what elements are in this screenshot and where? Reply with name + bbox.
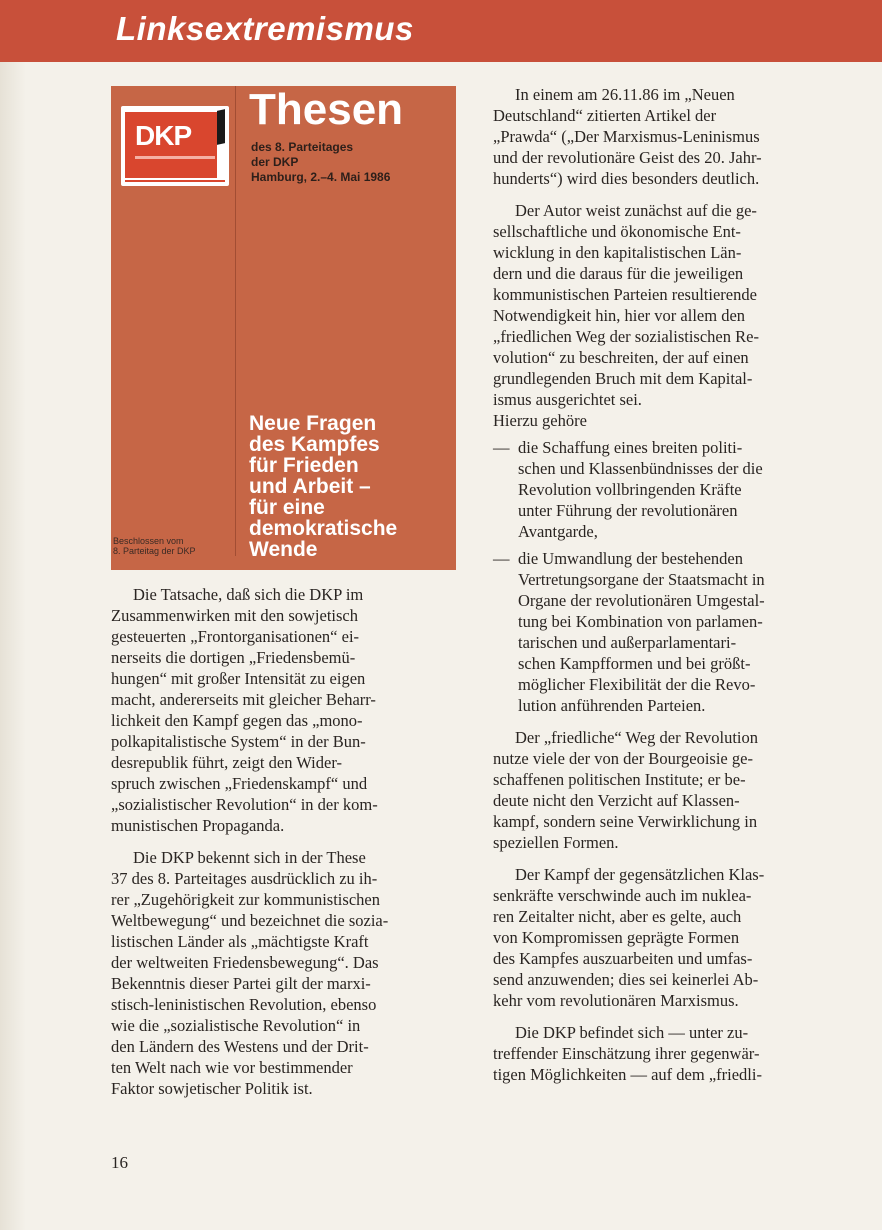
dash-list: [493, 437, 838, 716]
text-line: In einem am 26.11.86 im „Neuen: [515, 85, 735, 104]
cover-headline-line: Neue Fragen: [249, 412, 377, 435]
text-line: rer „Zugehörigkeit zur kommunistischen: [111, 890, 380, 909]
cover-headline: [249, 413, 454, 560]
list-item: [493, 437, 838, 542]
text-line: Die DKP befindet sich — unter zu-: [515, 1023, 749, 1042]
text-line: nerseits die dortigen „Friedensbemü-: [111, 648, 356, 667]
text-line: munistischen Propaganda.: [111, 816, 285, 835]
text-line: kampf, sondern seine Verwirklichung in: [493, 812, 758, 831]
text-line: „sozialistischer Revolution“ in der kom-: [111, 795, 378, 814]
text-line: hunderts“) wird dies besonders deutlich.: [493, 169, 760, 188]
text-line: Die Tatsache, daß sich die DKP im: [133, 585, 364, 604]
lead-in: [493, 410, 838, 431]
text-line: lichkeit den Kampf gegen das „mono-: [111, 711, 363, 730]
paragraph: [493, 1022, 838, 1085]
text-line: Die DKP bekennt sich in der These: [133, 848, 366, 867]
cover-resolution-note: [113, 536, 235, 556]
text-line: Weltbewegung“ und bezeichnet die sozia-: [111, 911, 389, 930]
dkp-logo: [121, 106, 229, 186]
text-line: macht, andererseits mit gleicher Beharr-: [111, 690, 376, 709]
page-gutter-shade: [0, 62, 26, 1230]
text-line: sellschaftliche und ökonomische Ent-: [493, 222, 741, 241]
text-line: volution“ zu beschreiten, der auf einen: [493, 348, 749, 367]
text-line: tigen Möglichkeiten — auf dem „friedli-: [493, 1065, 762, 1084]
paragraph: [493, 200, 838, 410]
text-line: Hierzu gehöre: [493, 411, 587, 430]
text-line: Vertretungsorgane der Staatsmacht in: [518, 570, 765, 589]
cover-headline-line: und Arbeit –: [249, 475, 371, 498]
text-line: dern und die daraus für die jeweiligen: [493, 264, 744, 283]
cover-note-line: Beschlossen vom: [113, 536, 184, 546]
text-line: polkapitalistische System“ in der Bun-: [111, 732, 366, 751]
cover-headline-line: Wende: [249, 538, 318, 561]
text-line: 37 des 8. Parteitages ausdrücklich zu ih-: [111, 869, 378, 888]
cover-subtitle: [251, 140, 451, 185]
text-line: hungen“ mit großer Intensität zu eigen: [111, 669, 366, 688]
text-line: wicklung in den kapitalistischen Län-: [493, 243, 742, 262]
right-text-column: [493, 84, 838, 1096]
text-line: des Kampfes auszuarbeiten und umfas-: [493, 949, 753, 968]
list-item: [493, 548, 838, 716]
cover-headline-line: für Frieden: [249, 454, 359, 477]
text-line: ismus ausgerichtet sei.: [493, 390, 642, 409]
logo-stripe: [125, 180, 225, 182]
text-line: lution anführenden Parteien.: [518, 696, 706, 715]
text-line: Der Kampf der gegensätzlichen Klas-: [515, 865, 765, 884]
text-line: unter Führung der revolutionären: [518, 501, 738, 520]
text-line: tung bei Kombination von parlamen-: [518, 612, 763, 631]
text-line: schen und Klassenbündnisses der die: [518, 459, 763, 478]
section-title: Linksextremismus: [116, 10, 414, 47]
brochure-cover-image: [111, 86, 456, 570]
text-line: Notwendigkeit hin, hier vor allem den: [493, 306, 746, 325]
text-line: „Prawda“ („Der Marxismus-Leninismus: [493, 127, 760, 146]
cover-subtitle-line: Hamburg, 2.–4. Mai 1986: [251, 170, 391, 184]
text-line: Faktor sowjetischer Politik ist.: [111, 1079, 313, 1098]
logo-subline: [135, 156, 215, 159]
text-line: senkräfte verschwinde auch im nuklea-: [493, 886, 752, 905]
text-line: Bekenntnis dieser Partei gilt der marxi-: [111, 974, 371, 993]
text-line: kehr vom revolutionären Marxismus.: [493, 991, 739, 1010]
text-line: — die Umwandlung der bestehenden: [518, 549, 743, 568]
cover-headline-line: des Kampfes: [249, 433, 380, 456]
text-line: speziellen Formen.: [493, 833, 619, 852]
text-line: send anzuwenden; dies sei keinerlei Ab-: [493, 970, 759, 989]
cover-divider: [235, 86, 236, 556]
text-line: ren Zeitalter nicht, aber es gelte, auch: [493, 907, 742, 926]
cover-subtitle-line: des 8. Parteitages: [251, 140, 354, 154]
header-band: [0, 0, 882, 62]
cover-headline-line: für eine: [249, 496, 325, 519]
left-text-column: [111, 584, 459, 1110]
text-line: kommunistischen Parteien resultierende: [493, 285, 757, 304]
paragraph: [493, 727, 838, 853]
text-line: stisch-leninistischen Revolution, ebenso: [111, 995, 377, 1014]
text-line: von Kompromissen geprägte Formen: [493, 928, 740, 947]
text-line: spruch zwischen „Friedenskampf“ und: [111, 774, 368, 793]
cover-headline-line: demokratische: [249, 517, 398, 540]
text-line: listischen Länder als „mächtigste Kraft: [111, 932, 369, 951]
paragraph: [493, 84, 838, 189]
text-line: Deutschland“ zitierten Artikel der: [493, 106, 717, 125]
paragraph: [493, 864, 838, 1011]
text-line: Organe der revolutionären Umgestal-: [518, 591, 765, 610]
text-line: Revolution vollbringenden Kräfte: [518, 480, 742, 499]
cover-subtitle-line: der DKP: [251, 155, 299, 169]
page-number: 16: [111, 1153, 128, 1172]
text-line: Zusammenwirken mit den sowjetisch: [111, 606, 358, 625]
text-line: tarischen und außerparlamentari-: [518, 633, 737, 652]
text-line: und der revolutionäre Geist des 20. Jahr-: [493, 148, 762, 167]
text-line: grundlegenden Bruch mit dem Kapital-: [493, 369, 753, 388]
logo-text: DKP: [135, 120, 192, 151]
text-line: „friedlichen Weg der sozialistischen Re-: [493, 327, 759, 346]
text-line: — die Schaffung eines breiten politi-: [518, 438, 743, 457]
text-line: Der Autor weist zunächst auf die ge-: [515, 201, 757, 220]
logo-red-field: [125, 112, 217, 178]
text-line: deute nicht den Verzicht auf Klassen-: [493, 791, 740, 810]
text-line: wie die „sozialistische Revolution“ in: [111, 1016, 361, 1035]
text-line: nutze viele der von der Bourgeoisie ge-: [493, 749, 753, 768]
text-line: desrepublik führt, zeigt den Wider-: [111, 753, 342, 772]
paragraph: [111, 584, 459, 836]
cover-title: Thesen: [249, 86, 404, 134]
text-line: der weltweiten Friedensbewegung“. Das: [111, 953, 379, 972]
text-line: den Ländern des Westens und der Drit-: [111, 1037, 369, 1056]
text-line: schaffenen politischen Institute; er be-: [493, 770, 746, 789]
text-line: treffender Einschätzung ihrer gegenwär-: [493, 1044, 760, 1063]
text-line: Der „friedliche“ Weg der Revolution: [515, 728, 759, 747]
paragraph: [111, 847, 459, 1099]
flag-icon: [217, 109, 225, 145]
text-line: gesteuerten „Frontorganisationen“ ei-: [111, 627, 360, 646]
text-line: ten Welt nach wie vor bestimmender: [111, 1058, 353, 1077]
text-line: möglicher Flexibilität der die Revo-: [518, 675, 756, 694]
text-line: Avantgarde,: [518, 522, 598, 541]
text-line: schen Kampfformen und bei größt-: [518, 654, 751, 673]
cover-note-line: 8. Parteitag der DKP: [113, 546, 196, 556]
